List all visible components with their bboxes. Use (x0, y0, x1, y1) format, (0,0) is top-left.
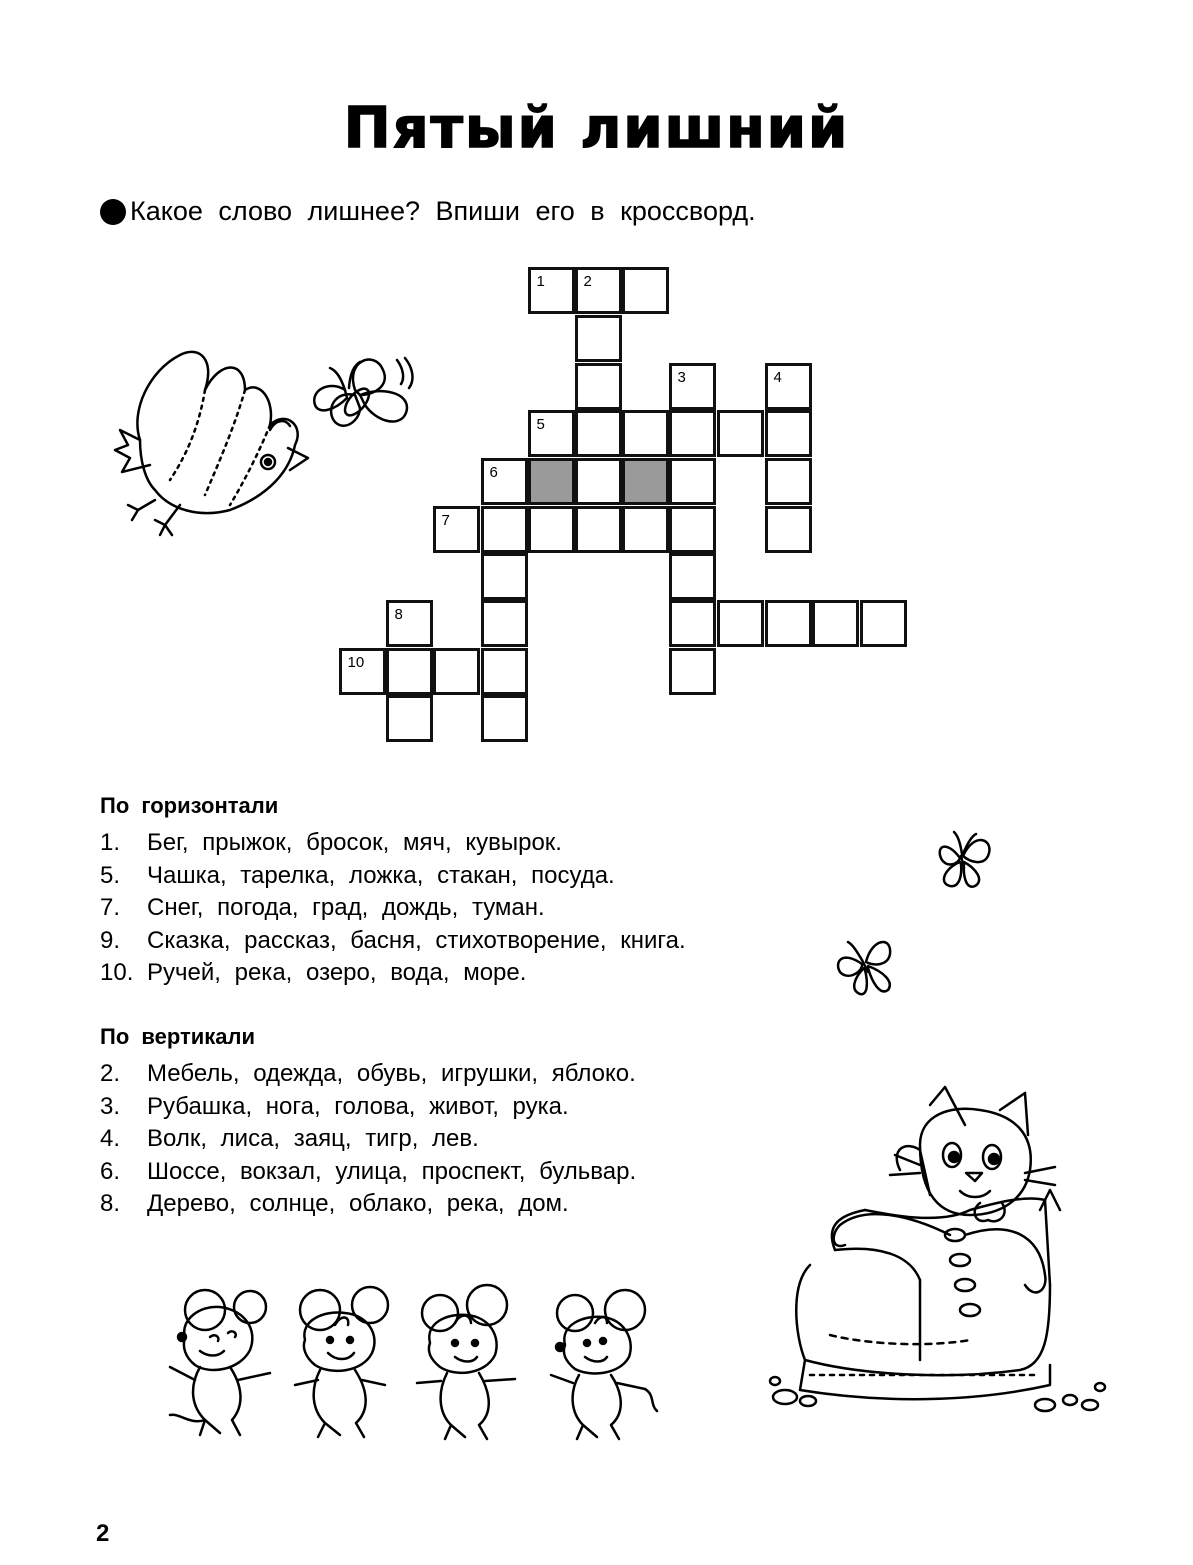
crossword-cell[interactable]: 3 (669, 363, 716, 410)
instruction-text: Какое слово лишнее? Впиши его в кроссворд. (130, 196, 756, 226)
crossword-cell[interactable]: 5 (528, 410, 575, 457)
crossword-cell[interactable] (717, 410, 764, 457)
crossword-cell[interactable] (575, 458, 622, 505)
page-number: 2 (96, 1520, 110, 1547)
list-item: 9. Сказка, рассказ, басня, стихотворение, книга. (100, 926, 686, 954)
page-title: Пятый лишний (343, 96, 850, 161)
crossword-cell[interactable] (575, 506, 622, 553)
crossword-cell[interactable]: 7 (433, 506, 480, 553)
crossword-cell[interactable]: 4 (765, 363, 812, 410)
crossword-cell[interactable] (669, 600, 716, 647)
crossword-cell[interactable] (622, 506, 669, 553)
crossword-cell[interactable] (386, 695, 433, 742)
crossword-cell[interactable] (669, 458, 716, 505)
crossword-cell[interactable] (669, 648, 716, 695)
crossword-cell[interactable] (765, 458, 812, 505)
crossword-cell[interactable] (622, 267, 669, 314)
bullet-icon (100, 199, 126, 225)
list-item: 2. Мебель, одежда, обувь, игрушки, яблоко. (100, 1060, 636, 1087)
crossword-cell[interactable] (481, 600, 528, 647)
crossword-cell[interactable] (575, 363, 622, 410)
crossword-cell[interactable]: 6 (481, 458, 528, 505)
crossword-cell[interactable] (717, 600, 764, 647)
crossword-cell[interactable] (669, 553, 716, 600)
crossword-cell[interactable] (860, 600, 907, 647)
butterfly-illustration (305, 350, 425, 450)
butterfly-icon (832, 930, 902, 1000)
crossword-cell[interactable]: 2 (575, 267, 622, 314)
crossword-cell[interactable] (481, 695, 528, 742)
list-item: 10. Ручей, река, озеро, вода, море. (100, 959, 527, 986)
crossword-cell[interactable] (812, 600, 859, 647)
crossword-shaded-cell[interactable] (528, 458, 575, 505)
crossword-cell[interactable] (575, 410, 622, 457)
kitten-in-shoe-illustration (770, 1085, 1110, 1415)
list-item: 3. Рубашка, нога, голова, живот, рука. (100, 1092, 569, 1120)
list-item: 6. Шоссе, вокзал, улица, проспект, бульвар. (100, 1157, 637, 1185)
crossword-cell[interactable] (481, 648, 528, 695)
list-item: 1. Бег, прыжок, бросок, мяч, кувырок. (100, 829, 562, 856)
list-item: 7. Снег, погода, град, дождь, туман. (100, 894, 545, 921)
list-item: 4. Волк, лиса, заяц, тигр, лев. (100, 1125, 479, 1152)
bird-illustration (110, 340, 320, 540)
crossword-cell[interactable]: 1 (528, 267, 575, 314)
crossword-cell[interactable] (481, 506, 528, 553)
vertical-clues-list (100, 1060, 636, 1223)
crossword-cell[interactable] (669, 506, 716, 553)
instruction (100, 196, 756, 227)
crossword-cell[interactable] (433, 648, 480, 695)
crossword-shaded-cell[interactable] (622, 458, 669, 505)
crossword-cell[interactable] (765, 410, 812, 457)
butterfly-icon (930, 828, 1000, 893)
crossword-cell[interactable] (765, 600, 812, 647)
horizontal-section-title: По горизонтали (100, 793, 279, 818)
list-item: 5. Чашка, тарелка, ложка, стакан, посуда. (100, 861, 615, 889)
crossword-cell[interactable] (669, 410, 716, 457)
crossword-cell[interactable] (481, 553, 528, 600)
crossword-cell[interactable] (575, 315, 622, 362)
crossword-cell[interactable] (765, 506, 812, 553)
vertical-section-title: По вертикали (100, 1024, 256, 1049)
crossword-cell[interactable]: 8 (386, 600, 433, 647)
crossword-cell[interactable] (386, 648, 433, 695)
list-item: 8. Дерево, солнце, облако, река, дом. (100, 1190, 569, 1217)
crossword-cell[interactable]: 10 (339, 648, 386, 695)
crossword-cell[interactable] (622, 410, 669, 457)
dancing-mice-illustration (160, 1285, 680, 1445)
crossword-cell[interactable] (528, 506, 575, 553)
horizontal-clues-list (100, 829, 686, 992)
